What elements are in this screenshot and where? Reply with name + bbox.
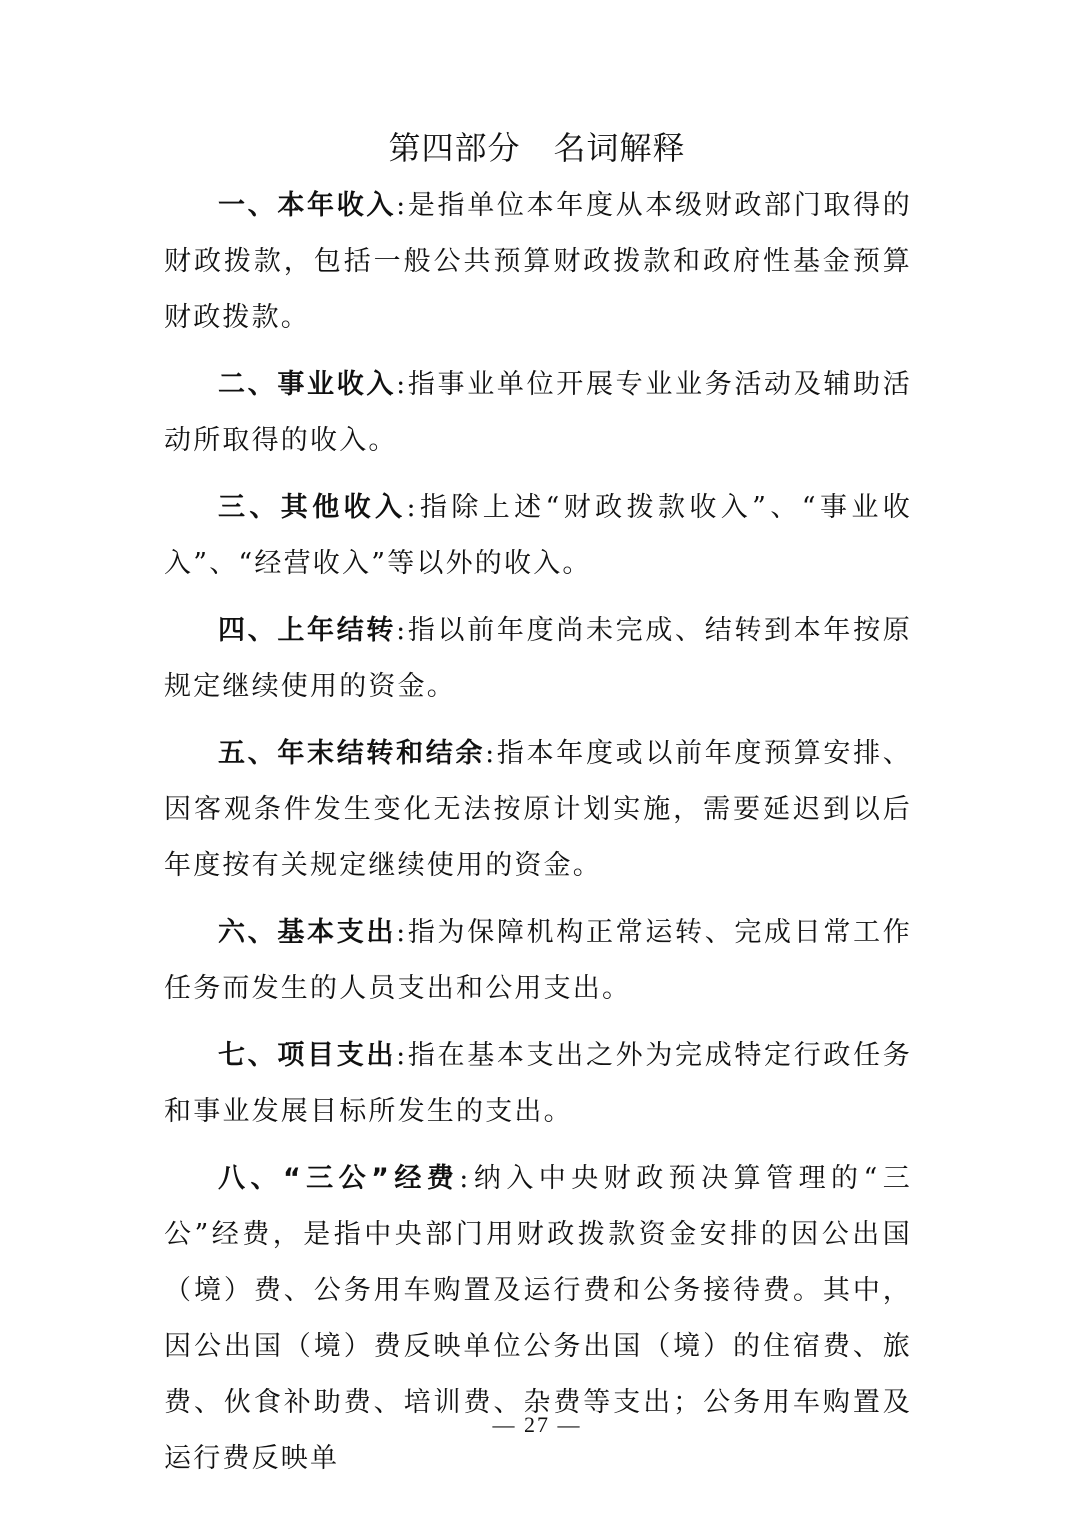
entry-definition: 指事业单位开展专业业务活动及辅助活动所取得的收入。 bbox=[164, 369, 912, 456]
entry-separator: : bbox=[406, 492, 418, 523]
glossary-entry-2 bbox=[164, 357, 912, 469]
glossary-entry-7 bbox=[164, 1028, 912, 1140]
entry-definition: 指除上述“财政拨款收入”、“事业收入”、“经营收入”等以外的收入。 bbox=[164, 492, 913, 579]
page-title: 第四部分 名词解释 bbox=[388, 129, 686, 167]
entry-term: 七、项目支出 bbox=[218, 1040, 397, 1071]
entry-term: 一、本年收入 bbox=[218, 190, 397, 221]
entry-separator: : bbox=[485, 738, 497, 769]
entry-term: 二、事业收入 bbox=[218, 369, 397, 400]
entry-definition: 指以前年度尚未完成、结转到本年按原规定继续使用的资金。 bbox=[164, 615, 912, 702]
entry-definition: 指本年度或以前年度预算安排、因客观条件发生变化无法按原计划实施，需要延迟到以后年度按有关规定继续使用的资金。 bbox=[164, 738, 912, 881]
glossary-entry-1 bbox=[164, 178, 912, 346]
glossary-content bbox=[164, 178, 912, 1498]
entry-definition: 指为保障机构正常运转、完成日常工作任务而发生的人员支出和公用支出。 bbox=[164, 917, 912, 1004]
entry-separator: : bbox=[396, 615, 408, 646]
entry-separator: : bbox=[396, 917, 408, 948]
page-number: — 27 — bbox=[492, 1412, 582, 1437]
entry-separator: : bbox=[396, 190, 408, 221]
glossary-entry-4 bbox=[164, 603, 912, 715]
glossary-entry-5 bbox=[164, 726, 912, 894]
entry-definition: 指在基本支出之外为完成特定行政任务和事业发展目标所发生的支出。 bbox=[164, 1040, 912, 1127]
entry-separator: : bbox=[396, 1040, 408, 1071]
entry-definition: 是指单位本年度从本级财政部门取得的财政拨款，包括一般公共预算财政拨款和政府性基金预算财政拨款。 bbox=[164, 190, 912, 333]
glossary-entry-6 bbox=[164, 905, 912, 1017]
entry-term: 五、年末结转和结余 bbox=[218, 738, 486, 769]
entry-term: 三、其他收入 bbox=[218, 492, 407, 523]
glossary-entry-3 bbox=[164, 480, 912, 592]
entry-term: 八、“三公”经费 bbox=[218, 1163, 460, 1194]
entry-definition: 纳入中央财政预决算管理的“三公”经费，是指中央部门用财政拨款资金安排的因公出国（境）费、公务用车购置及运行费和公务接待费。其中，因公出国（境）费反映单位公务出国（境）的住宿费、旅费、伙食补助费、培训费、杂费等支出；公务用车购置及运行费反映单 bbox=[164, 1163, 912, 1474]
entry-separator: : bbox=[459, 1163, 471, 1194]
entry-separator: : bbox=[396, 369, 408, 400]
entry-term: 四、上年结转 bbox=[218, 615, 397, 646]
entry-term: 六、基本支出 bbox=[218, 917, 397, 948]
